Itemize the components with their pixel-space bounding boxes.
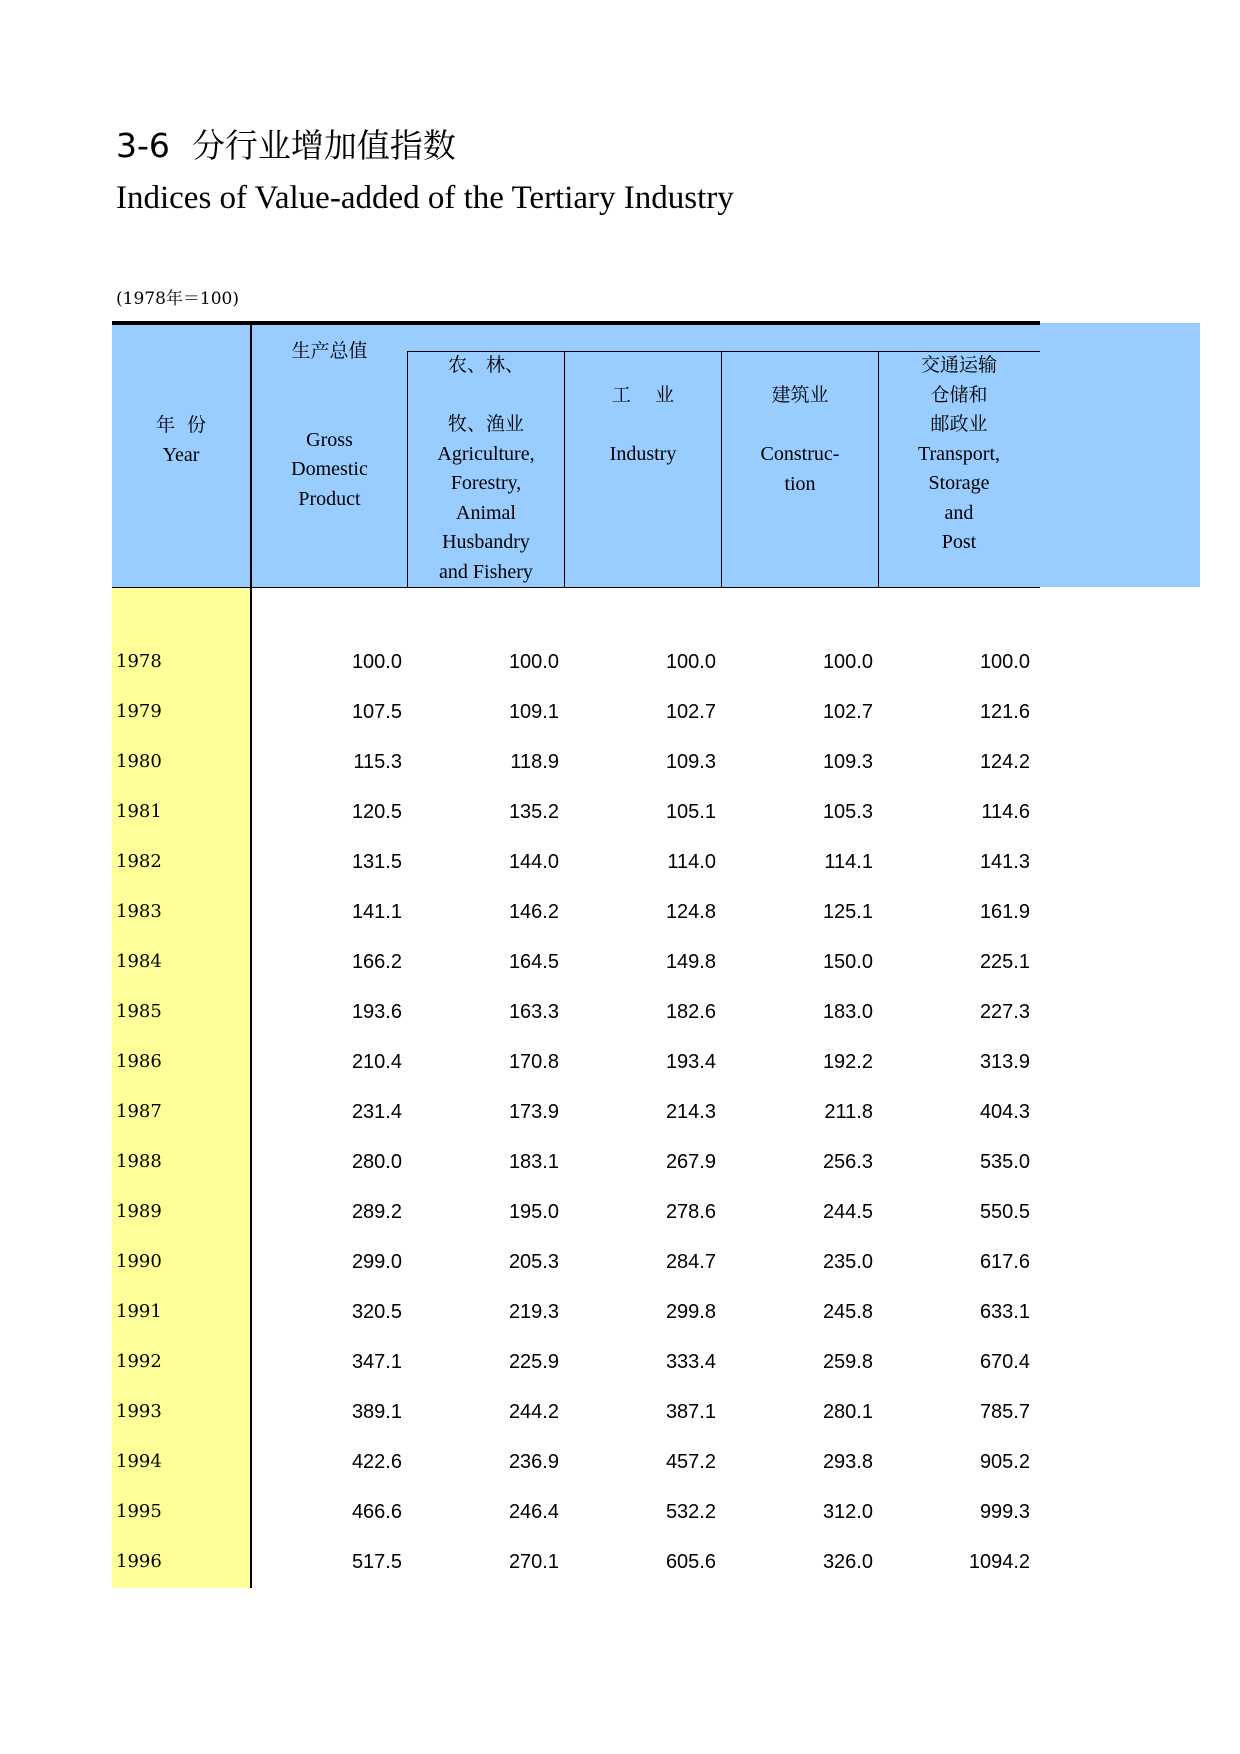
agriculture-cell: 100.0 bbox=[508, 651, 559, 673]
table-row bbox=[112, 887, 1040, 937]
header-gdp-en-line: Product bbox=[298, 487, 361, 510]
agriculture-cell: 205.3 bbox=[508, 1251, 559, 1273]
header-gdp-en-line: Gross bbox=[306, 428, 353, 451]
year-cell: 1992 bbox=[116, 1351, 162, 1372]
transport-cell: 114.6 bbox=[981, 801, 1030, 823]
year-cell: 1982 bbox=[116, 851, 162, 872]
transport-cell: 999.3 bbox=[979, 1501, 1030, 1523]
year-cell: 1996 bbox=[116, 1551, 162, 1572]
industry-cell: 605.6 bbox=[665, 1551, 716, 1573]
construction-cell: 293.8 bbox=[822, 1451, 873, 1473]
year-cell: 1988 bbox=[116, 1151, 162, 1172]
agriculture-cell: 146.2 bbox=[508, 901, 559, 923]
year-cell: 1987 bbox=[116, 1101, 162, 1122]
table-row bbox=[112, 837, 1040, 887]
agriculture-cell: 225.9 bbox=[508, 1351, 559, 1373]
year-cell: 1980 bbox=[116, 751, 162, 772]
gdp-cell: 466.6 bbox=[351, 1501, 402, 1523]
table-row bbox=[112, 787, 1040, 837]
agriculture-cell: 109.1 bbox=[508, 701, 559, 723]
gdp-cell: 320.5 bbox=[351, 1301, 402, 1323]
table-row bbox=[112, 1187, 1040, 1237]
industry-cell: 109.3 bbox=[665, 751, 716, 773]
year-cell: 1983 bbox=[116, 901, 162, 922]
transport-cell: 124.2 bbox=[979, 751, 1030, 773]
year-cell: 1986 bbox=[116, 1051, 162, 1072]
gdp-cell: 193.6 bbox=[351, 1001, 402, 1023]
construction-cell: 326.0 bbox=[822, 1551, 873, 1573]
transport-cell: 313.9 bbox=[979, 1051, 1030, 1073]
header-agriculture bbox=[408, 351, 564, 587]
agriculture-cell: 118.9 bbox=[510, 751, 559, 773]
gdp-cell: 115.3 bbox=[353, 751, 402, 773]
table-row bbox=[112, 1387, 1040, 1437]
construction-cell: 244.5 bbox=[822, 1201, 873, 1223]
header-construction-cn: 建筑业 bbox=[771, 384, 829, 406]
gdp-cell: 131.5 bbox=[351, 851, 402, 873]
agriculture-cell: 173.9 bbox=[508, 1101, 559, 1123]
gdp-cell: 389.1 bbox=[351, 1401, 402, 1423]
industry-cell: 102.7 bbox=[665, 701, 716, 723]
construction-cell: 125.1 bbox=[822, 901, 873, 923]
agriculture-cell: 270.1 bbox=[508, 1551, 559, 1573]
construction-cell: 280.1 bbox=[822, 1401, 873, 1423]
transport-cell: 785.7 bbox=[979, 1401, 1030, 1423]
construction-cell: 245.8 bbox=[822, 1301, 873, 1323]
table-row bbox=[112, 1037, 1040, 1087]
table-number: 3-6 bbox=[116, 126, 170, 165]
industry-cell: 284.7 bbox=[665, 1251, 716, 1273]
agriculture-cell: 170.8 bbox=[508, 1051, 559, 1073]
header-year bbox=[112, 411, 250, 470]
construction-cell: 150.0 bbox=[822, 951, 873, 973]
transport-cell: 100.0 bbox=[979, 651, 1030, 673]
header-gdp-cn: 生产总值 bbox=[291, 340, 368, 362]
table-row bbox=[112, 937, 1040, 987]
table-row bbox=[112, 1287, 1040, 1337]
construction-cell: 114.1 bbox=[824, 851, 873, 873]
table-row bbox=[112, 1237, 1040, 1287]
gdp-cell: 166.2 bbox=[351, 951, 402, 973]
gdp-cell: 231.4 bbox=[351, 1101, 402, 1123]
agriculture-cell: 164.5 bbox=[508, 951, 559, 973]
industry-cell: 299.8 bbox=[665, 1301, 716, 1323]
industry-cell: 124.8 bbox=[665, 901, 716, 923]
gdp-cell: 347.1 bbox=[351, 1351, 402, 1373]
agriculture-cell: 246.4 bbox=[508, 1501, 559, 1523]
table-row bbox=[112, 1337, 1040, 1387]
header-year-cn: 年 份 bbox=[155, 414, 207, 436]
year-cell: 1989 bbox=[116, 1201, 162, 1222]
industry-cell: 387.1 bbox=[665, 1401, 716, 1423]
gdp-cell: 120.5 bbox=[351, 801, 402, 823]
agriculture-cell: 219.3 bbox=[508, 1301, 559, 1323]
gdp-cell: 141.1 bbox=[351, 901, 402, 923]
year-cell: 1979 bbox=[116, 701, 162, 722]
year-cell: 1984 bbox=[116, 951, 162, 972]
gdp-cell: 280.0 bbox=[351, 1151, 402, 1173]
industry-cell: 278.6 bbox=[665, 1201, 716, 1223]
header-construction bbox=[722, 381, 878, 499]
agriculture-cell: 195.0 bbox=[508, 1201, 559, 1223]
year-cell: 1981 bbox=[116, 801, 162, 822]
transport-cell: 617.6 bbox=[979, 1251, 1030, 1273]
agriculture-cell: 183.1 bbox=[508, 1151, 559, 1173]
header-agriculture-en-line: and Fishery bbox=[439, 560, 533, 583]
construction-cell: 259.8 bbox=[822, 1351, 873, 1373]
year-cell: 1995 bbox=[116, 1501, 162, 1522]
construction-cell: 192.2 bbox=[822, 1051, 873, 1073]
header-construction-en-line: Construc- bbox=[760, 443, 840, 465]
header-industry-cn: 工 业 bbox=[611, 384, 675, 406]
year-cell: 1991 bbox=[116, 1301, 162, 1322]
construction-cell: 312.0 bbox=[822, 1501, 873, 1523]
header-transport-cn-line: 邮政业 bbox=[930, 413, 988, 435]
year-cell: 1985 bbox=[116, 1001, 162, 1022]
agriculture-cell: 236.9 bbox=[508, 1451, 559, 1473]
transport-cell: 535.0 bbox=[979, 1151, 1030, 1173]
gdp-cell: 422.6 bbox=[351, 1451, 402, 1473]
construction-cell: 105.3 bbox=[822, 801, 873, 823]
header-transport-cn-line: 交通运输 bbox=[920, 354, 997, 376]
table-title-cn-text: 分行业增加值指数 bbox=[191, 126, 456, 165]
transport-cell: 225.1 bbox=[979, 951, 1030, 973]
industry-cell: 532.2 bbox=[665, 1501, 716, 1523]
industry-cell: 457.2 bbox=[665, 1451, 716, 1473]
transport-cell: 227.3 bbox=[979, 1001, 1030, 1023]
header-transport-en-line: Storage bbox=[928, 472, 990, 494]
header-gdp bbox=[252, 337, 407, 514]
transport-cell: 1094.2 bbox=[968, 1551, 1030, 1573]
header-agriculture-cn-line: 农、林、 bbox=[447, 354, 524, 376]
gdp-cell: 299.0 bbox=[351, 1251, 402, 1273]
industry-cell: 214.3 bbox=[665, 1101, 716, 1123]
header-gdp-en-line: Domestic bbox=[291, 458, 368, 480]
header-transport-en-line: and bbox=[944, 501, 974, 524]
construction-cell: 102.7 bbox=[822, 701, 873, 723]
header-agriculture-en-line: Forestry, bbox=[450, 472, 522, 494]
construction-cell: 183.0 bbox=[822, 1001, 873, 1023]
header-transport-en-line: Transport, bbox=[917, 442, 1001, 465]
transport-cell: 121.6 bbox=[979, 701, 1030, 723]
transport-cell: 550.5 bbox=[979, 1201, 1030, 1223]
table-row bbox=[112, 987, 1040, 1037]
header-agriculture-en-line: Agriculture, bbox=[437, 442, 535, 465]
table-row bbox=[112, 1437, 1040, 1487]
header-band-extension bbox=[1040, 323, 1200, 587]
transport-cell: 404.3 bbox=[979, 1101, 1030, 1123]
table-row bbox=[112, 1087, 1040, 1137]
industry-cell: 267.9 bbox=[665, 1151, 716, 1173]
table-row bbox=[112, 1137, 1040, 1187]
unit-note: (1978年＝100) bbox=[116, 289, 239, 309]
table-row bbox=[112, 637, 1040, 687]
table-title-english: Indices of Value-added of the Tertiary Industry bbox=[116, 180, 734, 216]
header-industry bbox=[565, 381, 721, 470]
transport-cell: 161.9 bbox=[979, 901, 1030, 923]
header-agriculture-cn-line: 牧、渔业 bbox=[447, 413, 524, 435]
header-construction-en-line: tion bbox=[784, 472, 816, 495]
industry-cell: 182.6 bbox=[665, 1001, 716, 1023]
gdp-cell: 100.0 bbox=[351, 651, 402, 673]
header-year-en: Year bbox=[162, 443, 200, 466]
year-cell: 1993 bbox=[116, 1401, 162, 1422]
industry-cell: 100.0 bbox=[665, 651, 716, 673]
agriculture-cell: 144.0 bbox=[508, 851, 559, 873]
table-row bbox=[112, 737, 1040, 787]
agriculture-cell: 244.2 bbox=[508, 1401, 559, 1423]
transport-cell: 633.1 bbox=[979, 1301, 1030, 1323]
industry-cell: 149.8 bbox=[665, 951, 716, 973]
industry-cell: 193.4 bbox=[665, 1051, 716, 1073]
table-row bbox=[112, 1487, 1040, 1537]
industry-cell: 114.0 bbox=[667, 851, 716, 873]
gdp-cell: 210.4 bbox=[351, 1051, 402, 1073]
table-row bbox=[112, 1537, 1040, 1587]
transport-cell: 670.4 bbox=[979, 1351, 1030, 1373]
industry-cell: 333.4 bbox=[665, 1351, 716, 1373]
year-cell: 1990 bbox=[116, 1251, 162, 1272]
year-cell: 1994 bbox=[116, 1451, 162, 1472]
construction-cell: 100.0 bbox=[822, 651, 873, 673]
header-transport-en-line: Post bbox=[941, 531, 977, 553]
gdp-cell: 517.5 bbox=[351, 1551, 402, 1573]
construction-cell: 211.8 bbox=[824, 1101, 873, 1123]
transport-cell: 141.3 bbox=[979, 851, 1030, 873]
table-title-chinese bbox=[116, 126, 456, 166]
construction-cell: 256.3 bbox=[822, 1151, 873, 1173]
gdp-cell: 289.2 bbox=[351, 1201, 402, 1223]
industry-cell: 105.1 bbox=[665, 801, 716, 823]
header-industry-en: Industry bbox=[609, 443, 677, 465]
header-agriculture-en-line: Animal bbox=[456, 501, 516, 524]
table-row bbox=[112, 687, 1040, 737]
agriculture-cell: 135.2 bbox=[508, 801, 559, 823]
gdp-cell: 107.5 bbox=[351, 701, 402, 723]
agriculture-cell: 163.3 bbox=[508, 1001, 559, 1023]
header-transport bbox=[879, 351, 1039, 558]
transport-cell: 905.2 bbox=[979, 1451, 1030, 1473]
header-agriculture-en-line: Husbandry bbox=[442, 531, 530, 553]
construction-cell: 235.0 bbox=[822, 1251, 873, 1273]
header-transport-cn-line: 仓储和 bbox=[930, 383, 988, 406]
construction-cell: 109.3 bbox=[822, 751, 873, 773]
year-cell: 1978 bbox=[116, 651, 162, 672]
